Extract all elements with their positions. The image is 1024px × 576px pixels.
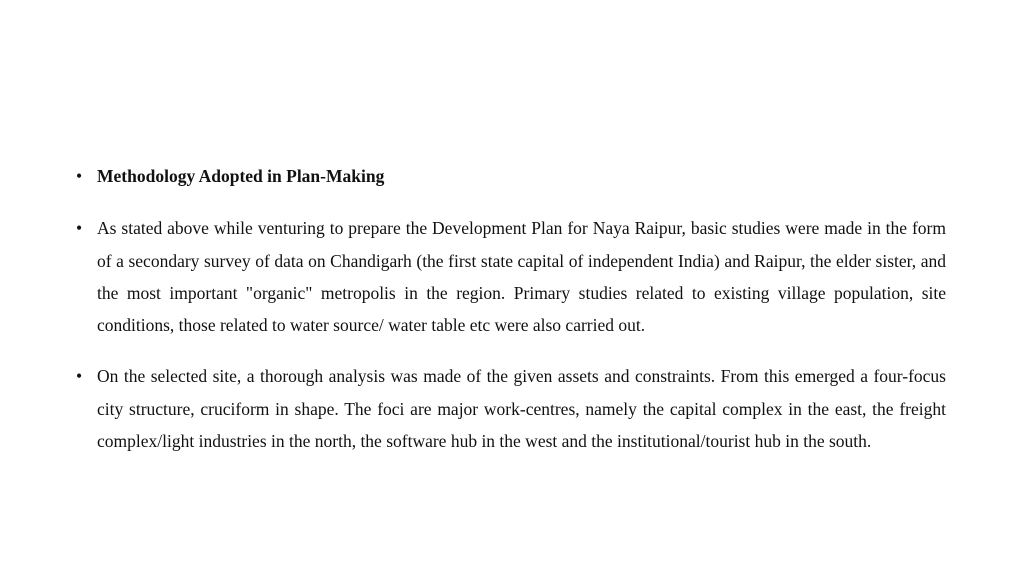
- bullet-dot-icon: •: [76, 218, 83, 239]
- bullet-item-heading: [76, 160, 946, 192]
- bullet-list: [76, 160, 946, 457]
- slide-content: [76, 160, 946, 476]
- studies-paragraph: As stated above while venturing to prepare the Development Plan for Naya Raipur, basic studies were made in the form of a secondary survey of data on Chandigarh (the first state capital of independent India) and Raipur, the elder sister, and the most important "organic" metropolis in the region. Primary studies related to existing village population, site conditions, those related to water source/ water table etc were also carried out.: [97, 218, 946, 336]
- site-analysis-paragraph: On the selected site, a thorough analysis was made of the given assets and constraints. From this emerged a four-focus city structure, cruciform in shape. The foci are major work-centres, namely the capital complex in the east, the freight complex/light industries in the north, the software hub in the west and the institutional/tourist hub in the south.: [97, 366, 946, 452]
- bullet-dot-icon: •: [76, 366, 83, 387]
- bullet-item-studies: [76, 212, 946, 341]
- bullet-dot-icon: •: [76, 166, 83, 186]
- methodology-heading: Methodology Adopted in Plan-Making: [97, 166, 385, 186]
- bullet-item-site-analysis: [76, 360, 946, 457]
